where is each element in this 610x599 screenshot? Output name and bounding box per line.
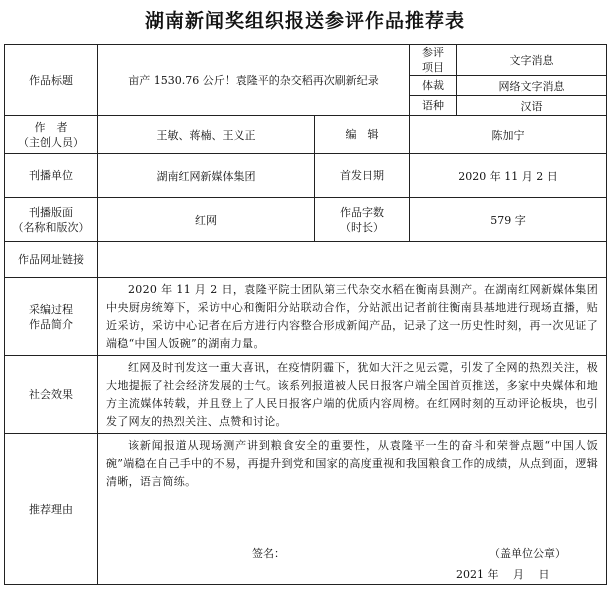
effect-label: 社会效果 xyxy=(5,356,98,434)
stamp-label: （盖单位公章） xyxy=(489,547,567,560)
signature-line xyxy=(98,545,606,563)
link-value xyxy=(98,242,607,278)
category-value: 文字消息 xyxy=(457,45,607,76)
process-text-cell xyxy=(98,278,607,356)
link-label: 作品网址链接 xyxy=(5,242,98,278)
genre-value: 网络文字消息 xyxy=(457,76,607,96)
reason-text: 该新闻报道从现场测产讲到粮食安全的重要性，从袁隆平一生的奋斗和荣誉点题“中国人饭碗”端稳在自己手中的不易，再提升到党和国家的高度重视和我国粮食工作的成绩，从点到面，逻辑清晰，语言简练。 xyxy=(106,439,599,488)
word-count-value: 579 字 xyxy=(410,198,607,242)
page-value: 红网 xyxy=(98,198,315,242)
editor-value: 陈加宁 xyxy=(410,116,607,154)
effect-text-cell xyxy=(98,356,607,434)
category-label: 参评 项目 xyxy=(410,45,457,76)
signature-label: 签名： xyxy=(252,547,285,560)
editor-label: 编 辑 xyxy=(315,116,410,154)
word-count-label: 作品字数 （时长） xyxy=(315,198,410,242)
reason-label: 推荐理由 xyxy=(5,434,98,585)
form-title: 湖南新闻奖组织报送参评作品推荐表 xyxy=(144,9,465,32)
first-date-label: 首发日期 xyxy=(315,154,410,198)
language-label: 语种 xyxy=(410,96,457,116)
first-date-value: 2020 年 11 月 2 日 xyxy=(410,154,607,198)
effect-text: 红网及时刊发这一重大喜讯，在疫情阴霾下，犹如大汗之见云霓，引发了全网的热烈关注，极大地提振了社会经济发展的士气。该系列报道被人民日报客户端全国首页推送，多家中央媒体和地方主流媒体转载，并且登上了人民日报客户端的优质内容周榜。在红网时刻的互动评论板块，也引发了网友的热烈关注、点赞和讨论。 xyxy=(106,361,599,428)
publisher-label: 刊播单位 xyxy=(5,154,98,198)
reason-cell xyxy=(98,434,607,585)
process-text: 2020 年 11 月 2 日，袁隆平院士团队第三代杂交水稻在衡南县测产。在湖南红网新媒体集团中央厨房统筹下，采访中心和衡阳分站联动合作，分站派出记者前往衡南县基地进行现场直播，贴近采访，采访中心记者在后方进行内容整合形成新闻产品，记录了这一历史性时刻，再一次见证了端稳“中国人饭碗”的湖南力量。 xyxy=(106,283,599,350)
genre-label: 体裁 xyxy=(410,76,457,96)
signature-date: 2021 年 月 日 xyxy=(456,568,550,581)
language-value: 汉语 xyxy=(457,96,607,116)
author-label: 作 者 （主创人员） xyxy=(5,116,98,154)
publisher-value: 湖南红网新媒体集团 xyxy=(98,154,315,198)
process-label: 采编过程 作品简介 xyxy=(5,278,98,356)
work-title-value: 亩产 1530.76 公斤！袁隆平的杂交稻再次刷新纪录 xyxy=(98,45,410,116)
recommendation-form xyxy=(4,44,607,585)
author-value: 王敏、蒋楠、王义正 xyxy=(98,116,315,154)
page-label: 刊播版面 （名称和版次） xyxy=(5,198,98,242)
work-title-label: 作品标题 xyxy=(5,45,98,116)
